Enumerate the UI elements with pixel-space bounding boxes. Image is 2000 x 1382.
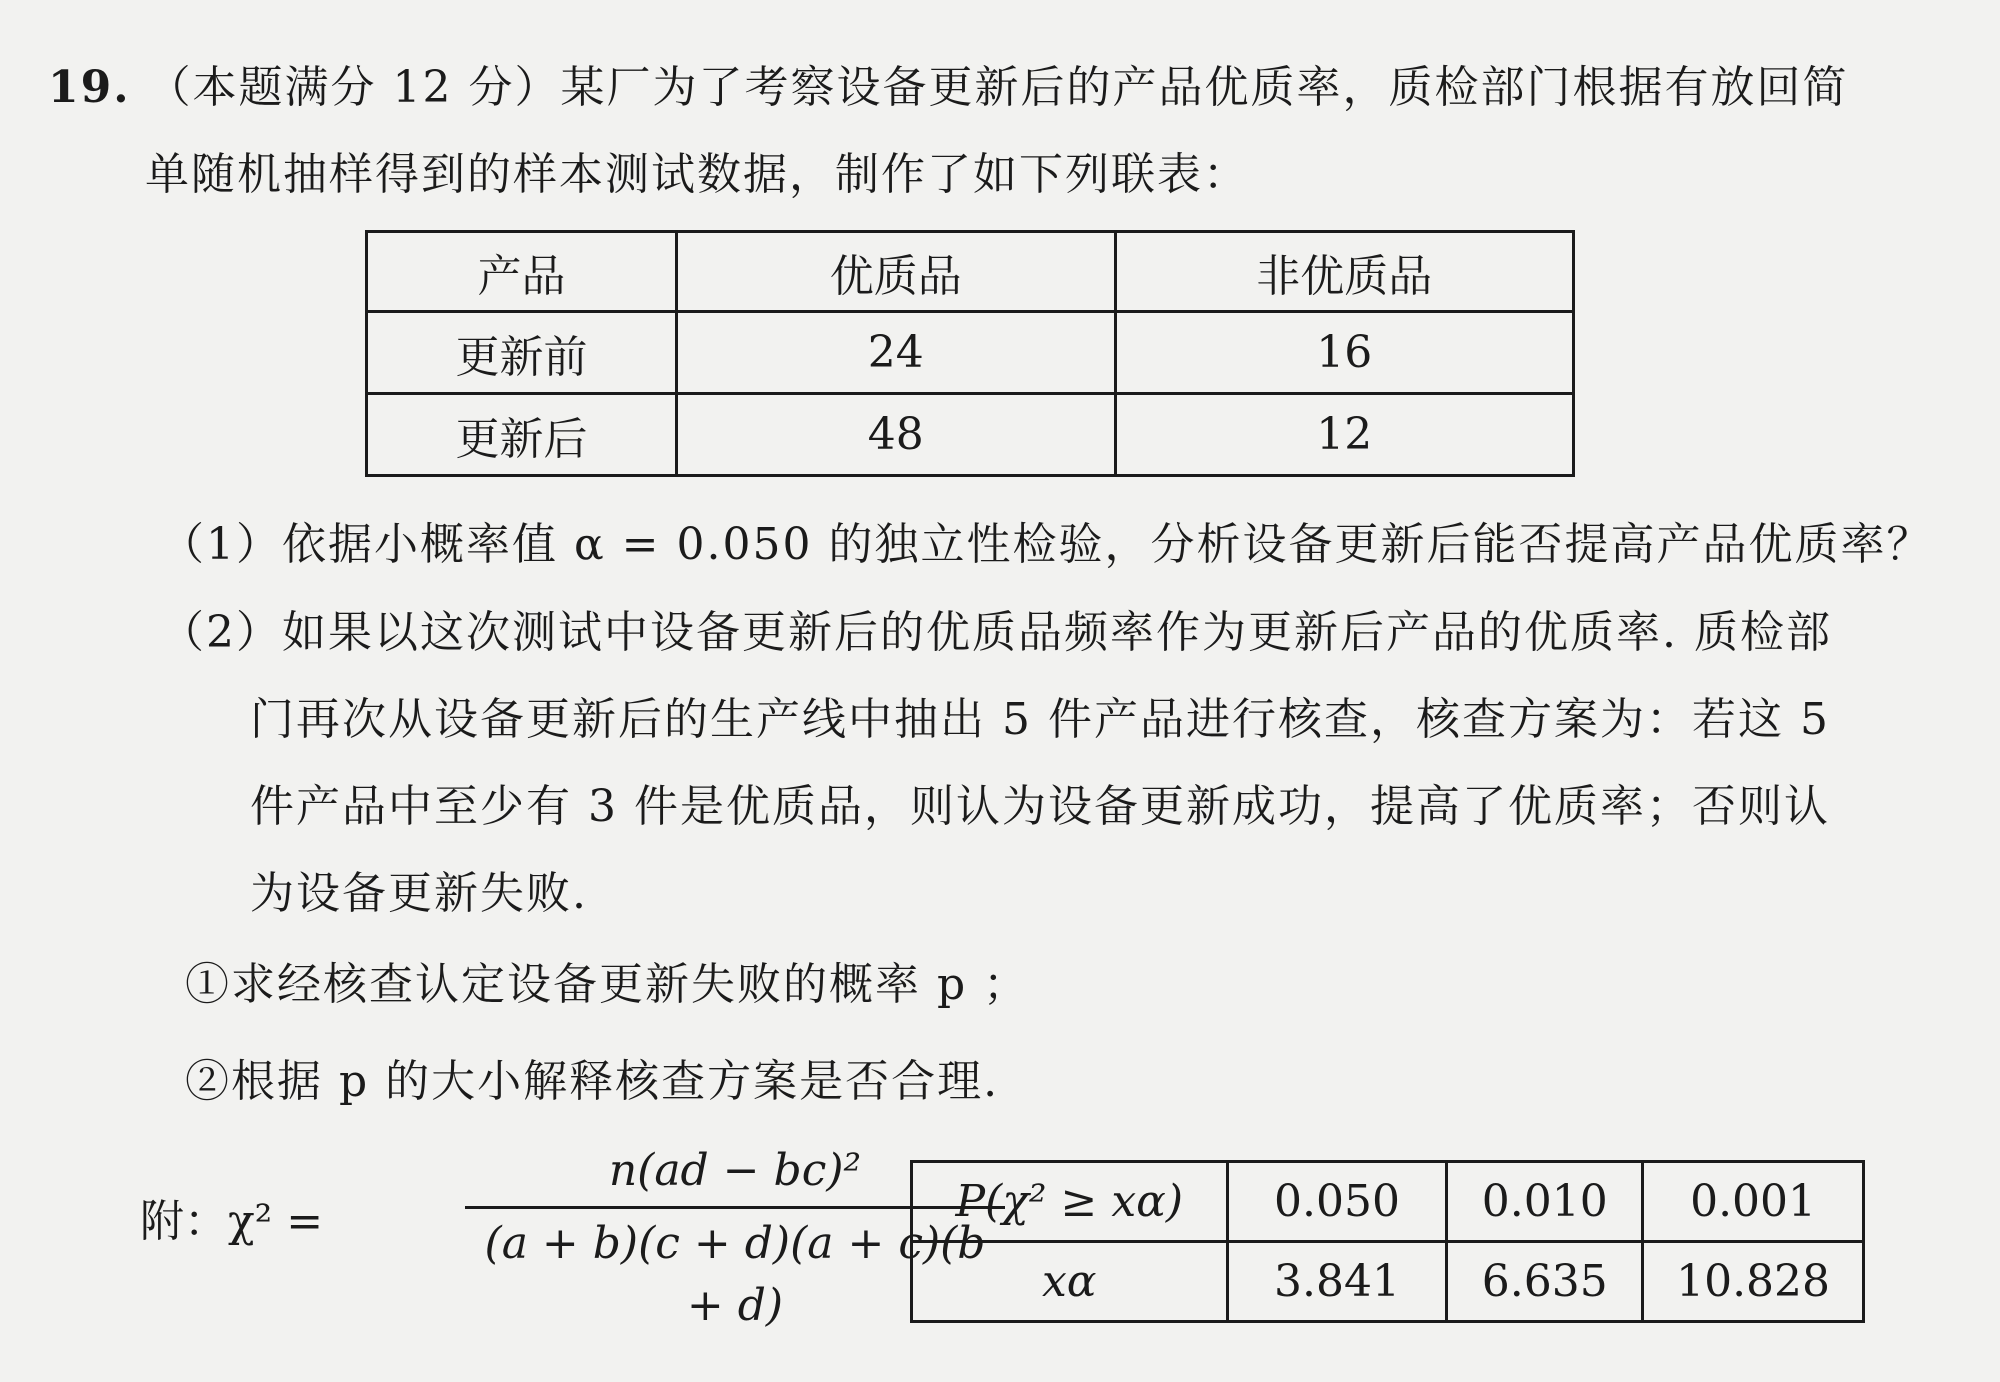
question-header: （本题满分 12 分）某厂为了考察设备更新后的产品优质率，质检部门根据有放回简 bbox=[146, 62, 1849, 113]
part-2-sub-1: ①求经核查认定设备更新失败的概率 p ； bbox=[185, 959, 1030, 1010]
table-cell: 3.841 bbox=[1227, 1242, 1447, 1322]
part-2-sub-2: ②根据 p 的大小解释核查方案是否合理. bbox=[185, 1056, 1000, 1107]
table-cell: 16 bbox=[1115, 312, 1573, 394]
table-cell: 0.001 bbox=[1643, 1162, 1864, 1242]
part-1: （1）依据小概率值 α = 0.050 的独立性检验，分析设备更新后能否提高产品优质率？ bbox=[160, 519, 1933, 570]
table-header-row bbox=[367, 232, 1574, 312]
table-row bbox=[912, 1162, 1864, 1242]
question-header-cont: 单随机抽样得到的样本测试数据，制作了如下列联表： bbox=[145, 149, 1249, 200]
table-cell: 更新前 bbox=[367, 312, 677, 394]
part-2-line-3: 件产品中至少有 3 件是优质品，则认为设备更新成功，提高了优质率；否则认 bbox=[250, 781, 1830, 832]
table-cell: 48 bbox=[676, 394, 1115, 476]
table-row bbox=[367, 394, 1574, 476]
table-cell: 0.010 bbox=[1447, 1162, 1643, 1242]
table-cell: P(χ² ≥ xα) bbox=[912, 1162, 1228, 1242]
formula-numerator: n(ad − bc)² bbox=[608, 1145, 862, 1196]
formula-label: 附：χ² = bbox=[140, 1196, 324, 1247]
chi-square-formula bbox=[140, 1140, 986, 1331]
table-cell: 12 bbox=[1115, 394, 1573, 476]
question-header-line bbox=[48, 58, 1849, 118]
table-header-cell: 优质品 bbox=[676, 232, 1115, 312]
part-2-line-2: 门再次从设备更新后的生产线中抽出 5 件产品进行核查，核查方案为：若这 5 bbox=[250, 694, 1830, 745]
table-cell: 6.635 bbox=[1447, 1242, 1643, 1322]
table-cell: 24 bbox=[676, 312, 1115, 394]
table-cell: 更新后 bbox=[367, 394, 677, 476]
part-2-line-4: 为设备更新失败. bbox=[250, 868, 588, 919]
table-header-cell: 产品 bbox=[367, 232, 677, 312]
table-row bbox=[367, 312, 1574, 394]
critical-value-table bbox=[910, 1160, 1865, 1323]
part-2-line-1: （2）如果以这次测试中设备更新后的优质品频率作为更新后产品的优质率. 质检部 bbox=[160, 607, 1832, 658]
table-row bbox=[912, 1242, 1864, 1322]
formula-denominator: (a + b)(c + d)(a + c)(b + d) bbox=[484, 1218, 986, 1331]
question-number: 19. bbox=[48, 62, 131, 113]
table-cell: xα bbox=[912, 1242, 1228, 1322]
table-header-cell: 非优质品 bbox=[1115, 232, 1573, 312]
table-cell: 10.828 bbox=[1643, 1242, 1864, 1322]
table-cell: 0.050 bbox=[1227, 1162, 1447, 1242]
contingency-table bbox=[365, 230, 1575, 477]
